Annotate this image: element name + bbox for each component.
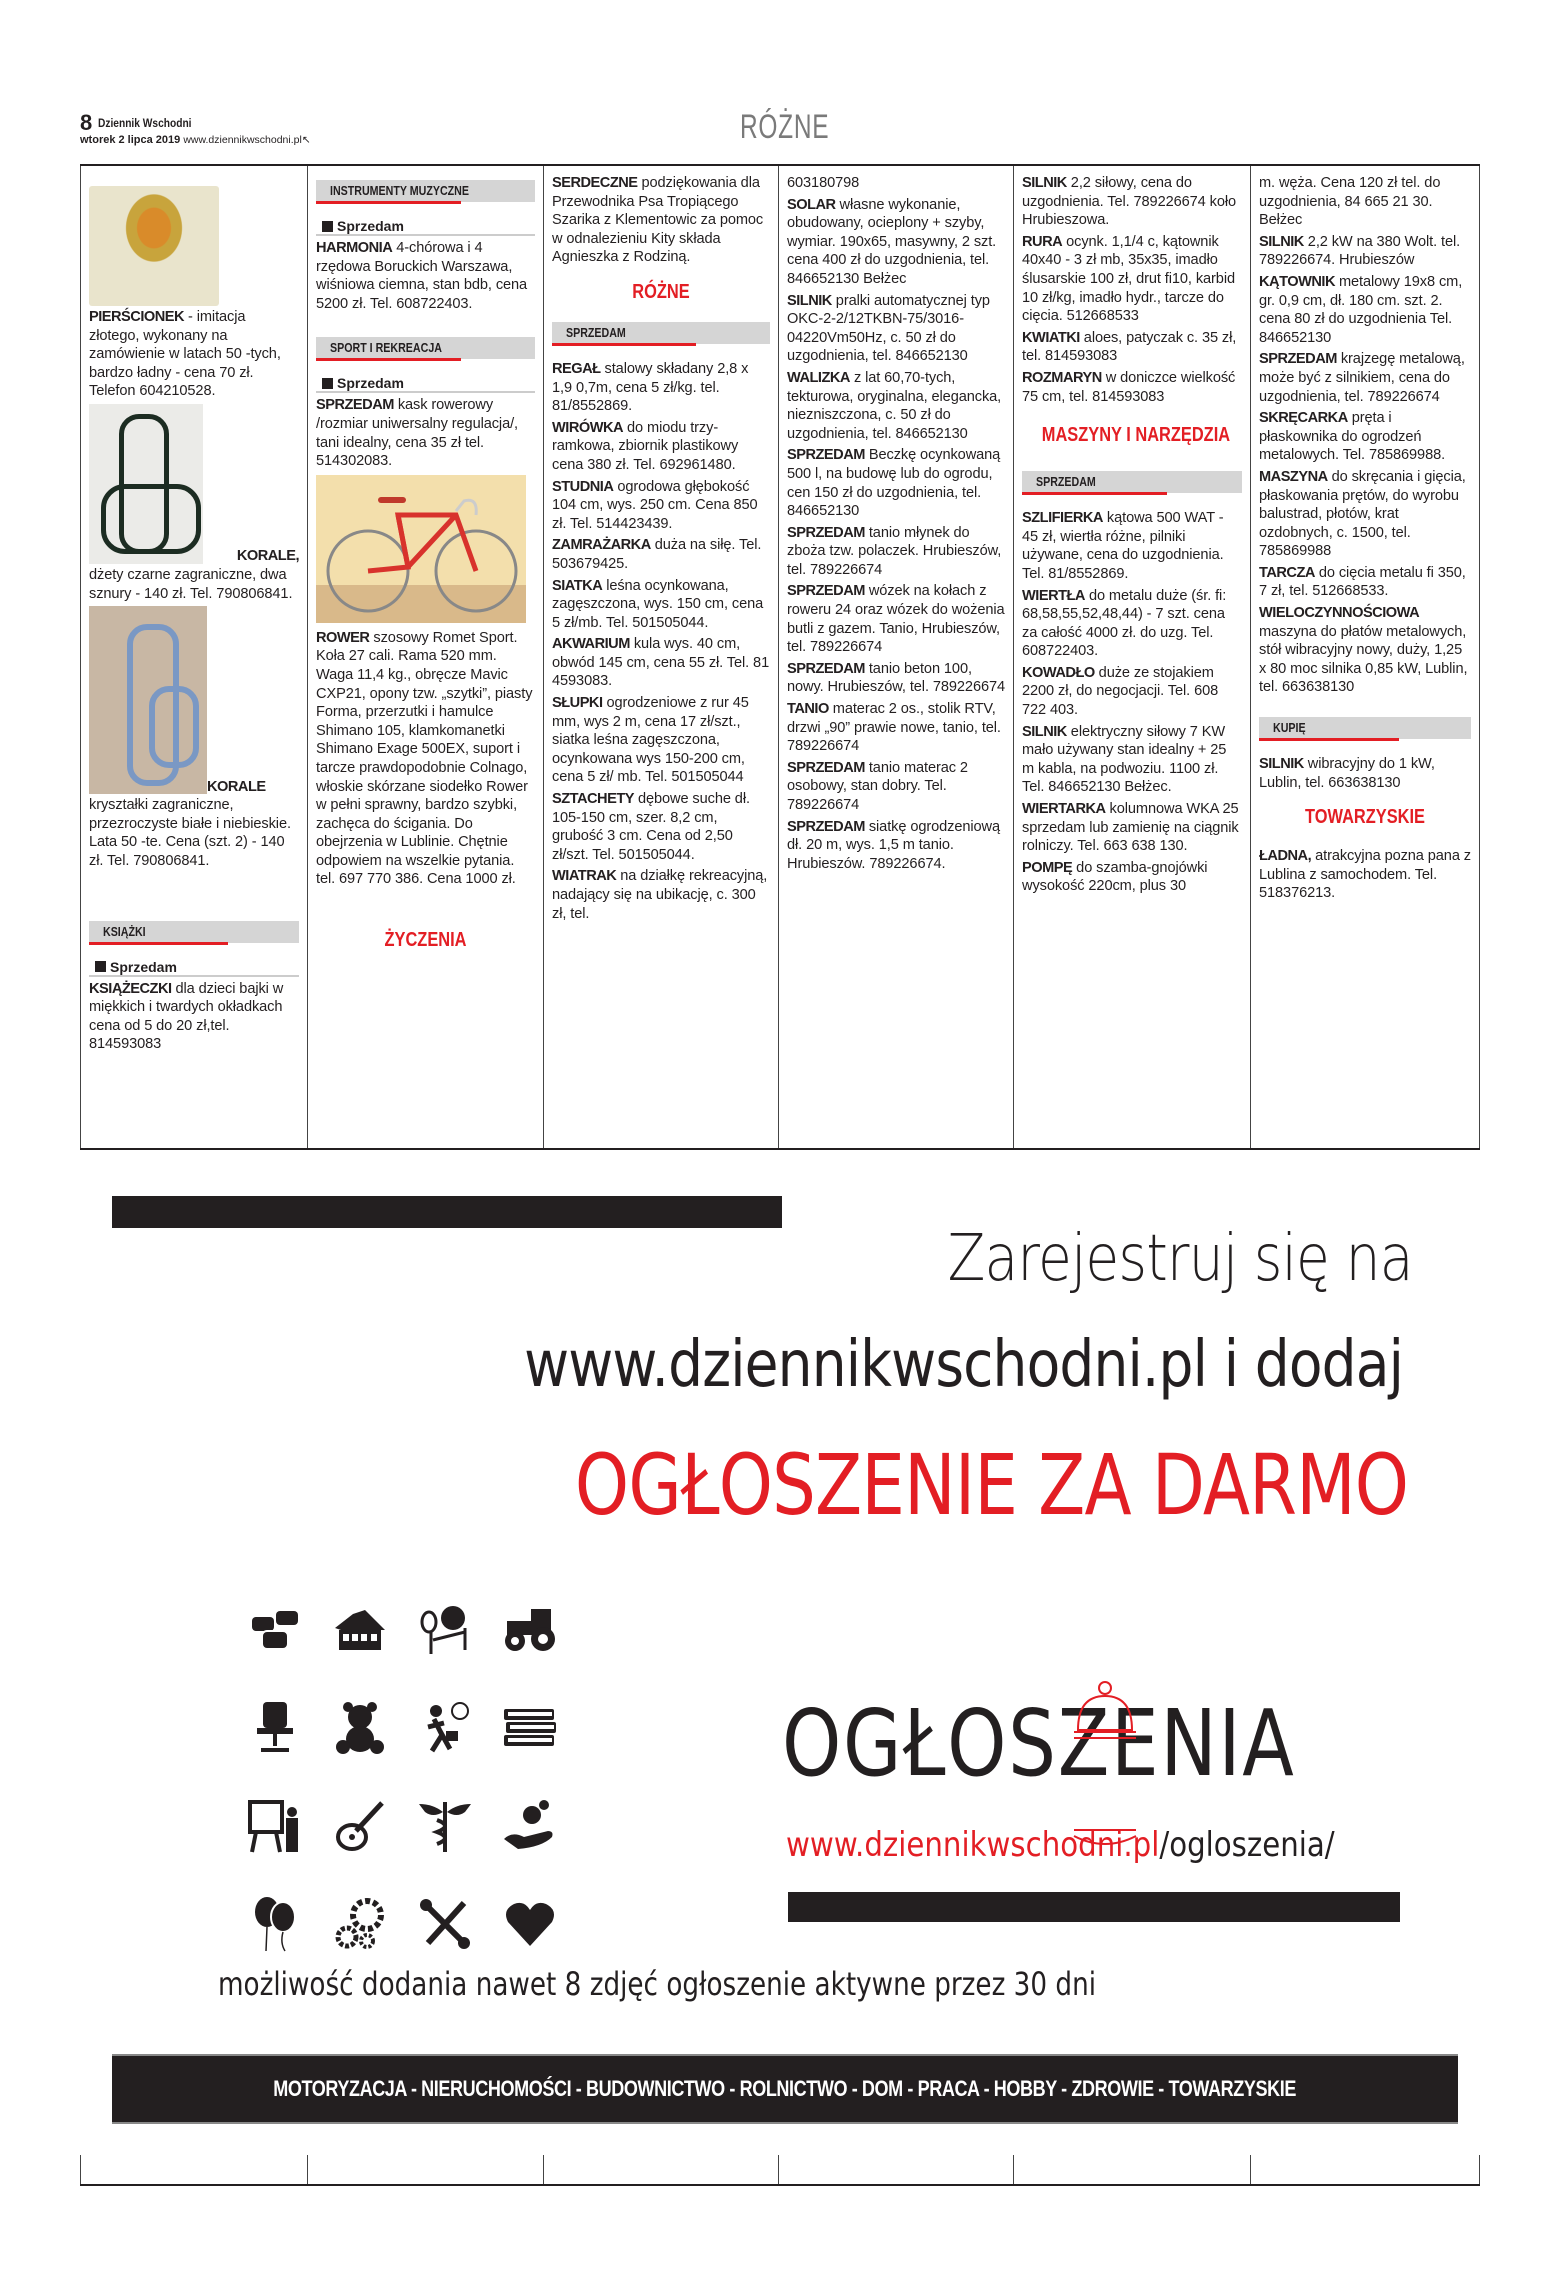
ogloszenia-logo: OGŁOSZENIA (782, 1690, 1296, 1797)
teddy-bear-icon (330, 1698, 390, 1758)
books-icon (500, 1698, 560, 1758)
category-icons-grid (245, 1600, 585, 1954)
ad-title: KORALE (207, 778, 266, 795)
gold-ring-photo (89, 186, 219, 306)
ad-item: SILNIK elektryczny siłowy 7 KW mało używany stan idealny + 25 m kabla, na podwoziu. 1100 zł. Tel. 846652130 Bełżec. (1022, 723, 1227, 796)
ad-item: WIERTŁA do metalu duże (śr. fi: 68,58,55,52,48,44) - 7 szt. cena za całość 4000 zł. do uzg. Tel. 608722403. (1022, 587, 1227, 660)
ad-item: KĄTOWNIK metalowy 19x8 cm, gr. 0,9 cm, dł. 180 cm. szt. 2. cena 80 zł do uzgodnienia Tel. 846652130 (1259, 273, 1463, 346)
ad-item: SPRZEDAM krajzegę metalową, może być z silnikiem, cena do uzgodnienia, tel. 789226674 (1259, 351, 1465, 405)
ad-item: POMPĘ do szamba-gnojówki wysokość 220cm, plus 30 (1022, 859, 1208, 895)
column-3 (543, 166, 778, 1148)
cursor-icon: ↖ (301, 134, 311, 146)
ad-item: SERDECZNE podziękowania dla Przewodnika Psa Tropiącego Szarika z Klementowic za pomoc w odnalezieniu Kity składa Agnieszka z Rodziną. (552, 175, 764, 266)
decorative-bar (112, 1196, 782, 1228)
ad-title: KORALE, (236, 548, 299, 565)
section-head-maszyny: MASZYNY I NARZĘDZIA (1041, 424, 1231, 447)
categories-list: MOTORYZACJA - NIERUCHOMOŚCI - BUDOWNICTWO - ROLNICTWO - DOM - PRACA - HOBBY - ZDROWIE - TOWARZYSKIE (273, 2076, 1297, 2101)
ad-item: SILNIK 2,2 siłowy, cena do uzgodnienia. Tel. 789226674 koło Hrubieszowa. (1022, 175, 1236, 229)
ad-item: WIRÓWKA do miodu trzy-ramkowa, zbiornik plastikowy cena 380 zł. Tel. 692961480. (552, 419, 739, 473)
ad-item: WIELOCZYNNOŚCIOWA maszyna do płatów metalowych, stół wibracyjny nowy, duży, 1,25 x 80 moc silnika 0,85 kW, Lublin, tel. 663638130 (1259, 605, 1468, 696)
column-divider (1479, 2155, 1480, 2185)
ad-item: KWIATKI aloes, patyczak c. 35 zł, tel. 814593083 (1022, 329, 1237, 365)
ad-item: kryształki zagraniczne, przezroczyste białe i niebieskie. Lata 50 -te. Cena (szt. 2) - 140 zł. Tel. 790806841. (89, 797, 291, 869)
ad-item: SPRZEDAM wózek na kołach z roweru 24 oraz wózek do wożenia butli z gazem. Tanio, Hrubieszów, tel. 789226674 (787, 583, 1005, 656)
gears-icon (330, 1894, 390, 1954)
tractor-icon (500, 1600, 560, 1660)
column-4 (778, 166, 1013, 1148)
section-head-towarzyskie: TOWARZYSKIE (1305, 806, 1425, 829)
ad-item: ROWER szosowy Romet Sport. Koła 27 cali. Rama 520 mm. Waga 11,4 kg., obręcze Mavic CXP21, opony tzw. „szytki”, piasty Forma, przerzutki i hamulce Shimano 105, klamkomanetki Shimano Exage 500EX, suport i tarcze prawdopodobnie Colnago, włoskie skórzane siodełko Rower w pełni sprawny, bardzo szybki, zachęca do ścigania. Do obejrzenia w Lublinie. Chętnie odpowiem na wszelkie pytania. tel. 697 770 386. Cena 1000 zł. (316, 629, 533, 888)
ad-item: REGAŁ stalowy składany 2,8 x 1,9 0,7m, cena 5 zł/kg. tel. 81/8552869. (552, 360, 749, 415)
black-beads-photo (89, 404, 203, 564)
ad-item: KSIĄŻECZKI dla dzieci bajki w miękkich i twardych okładkach cena od 5 do 20 zł,tel. 814593083 (89, 980, 284, 1053)
coins-hand-icon (500, 1796, 560, 1856)
category-header-kupie: KUPIĘ (1259, 717, 1471, 739)
ad-item: SPRZEDAM siatkę ogrodzeniową dł. 20 m, wys. 1,5 m tanio. Hrubieszów. 789226674. (787, 818, 1000, 872)
category-header-ksiazki: KSIĄŻKI (89, 921, 299, 943)
sub-label-sprzedam: Sprzedam (316, 375, 535, 393)
column-divider (307, 2155, 308, 2185)
categories-bar (112, 2054, 1458, 2124)
ad-item: SPRZEDAM tanio beton 100, nowy. Hrubieszów, tel. 789226674 (787, 660, 1006, 696)
column-1 (80, 166, 307, 1148)
ad-item: TANIO materac 2 os., stolik RTV, drzwi „90” prawie nowe, tanio, tel. 789226674 (787, 701, 1001, 755)
ad-item: KOWADŁO duże ze stojakiem 2200 zł, do negocjacji. Tel. 608 722 403. (1022, 664, 1219, 719)
presentation-icon (245, 1796, 305, 1856)
square-bullet-icon (322, 378, 333, 389)
page-number: 8 (80, 110, 93, 135)
ad-item: SPRZEDAM Beczkę ocynkowaną 500 l, na budowę lub do ogrodu, cen 150 zł do uzgodnienia, tel. 846652130 (787, 447, 1001, 520)
ad-item: SKRĘCARKA pręta i płaskownika do ogrodzeń metalowych. Tel. 785869988. (1259, 410, 1446, 464)
ad-item: ROZMARYN w doniczce wielkość 75 cm, tel. 814593083 (1022, 369, 1236, 405)
column-divider (80, 2155, 81, 2185)
ad-item: STUDNIA ogrodowa głębokość 104 cm, wys. 250 cm. Cena 850 zł. Tel. 514423439. (552, 478, 758, 532)
website-link[interactable]: www.dziennikwschodni.pl (183, 134, 302, 146)
decorative-bar (788, 1892, 1400, 1922)
promo-caption: możliwość dodania nawet 8 zdjęć ogłoszenie aktywne przez 30 dni (218, 1965, 1096, 2003)
ad-item: 603180798 (787, 175, 860, 191)
ad-item: SIATKA leśna ocynkowana, zagęszczona, wys. 150 cm, cena 5 zł/mb. Tel. 501505044. (552, 577, 764, 631)
cars-icon (245, 1600, 305, 1660)
ad-item: SILNIK pralki automatycznej typ OKC-2-2/12TKBN-75/3016-04220Vm50Hz, c. 50 zł do uzgodnienia, tel. 846652130 (787, 292, 990, 365)
ad-item: TARCZA do cięcia metalu fi 350, 7 zł, tel. 512668533. (1259, 564, 1466, 600)
paper-name: Dziennik Wschodni (98, 116, 192, 130)
ad-item: SŁUPKI ogrodzeniowe z rur 45 mm, wys 2 m, cena 17 zł/szt., siatka leśna zagęszczona, ocynkowana wys 150-200 cm, cena 5 zł/ mb. Tel. 501505044 (552, 695, 749, 786)
column-6 (1250, 166, 1480, 1148)
commuter-clock-icon (415, 1698, 475, 1758)
column-divider (543, 2155, 544, 2185)
ad-item: SPRZEDAM tanio materac 2 osobowy, stan dobry. Tel. 789226674 (787, 759, 968, 813)
category-header-sprzedam: SPRZEDAM (1022, 471, 1242, 493)
square-bullet-icon (95, 961, 106, 972)
tools-icon (415, 1894, 475, 1954)
ogloszenia-url[interactable]: www.dziennikwschodni.pl/ogloszenia/ (786, 1825, 1335, 1865)
category-header-sport: SPORT I REKREACJA (316, 337, 535, 359)
blue-beads-photo (89, 606, 207, 794)
category-header-instrumenty: INSTRUMENTY MUZYCZNE (316, 180, 535, 202)
ad-item: ZAMRAŻARKA duża na siłę. Tel. 503679425. (552, 537, 762, 572)
ad-item: PIERŚCIONEK - imitacja złotego, wykonany na zamówienie w latach 50 -tych, bardzo ładny - cena 70 zł. Telefon 604210528. (89, 309, 281, 400)
column-2 (307, 166, 543, 1148)
ad-item: MASZYNA do skręcania i gięcia, płaskowania prętów, do wyrobu balustrad, płotów, krat ozdobnych, c. 1500, tel. 785869988 (1259, 468, 1466, 560)
balloons-icon (245, 1894, 305, 1954)
ad-item: SPRZEDAM kask rowerowy /rozmiar uniwersalny regulacja/, tani idealny, cena 35 zł tel. 514302083. (316, 397, 519, 470)
ad-item: SOLAR własne wykonanie, obudowany, ocieplony + szyby, wymiar. 190x65, masywny, 2 szt. cena 400 zł do uzgodnienia, tel. 846652130 Bełżec (787, 196, 997, 287)
sub-label-sprzedam: Sprzedam (89, 959, 299, 977)
section-head-rozne: RÓŻNE (632, 280, 690, 303)
ad-item: WALIZKA z lat 60,70-tych, tekturowa, oryginalna, elegancka, niezniszczona, c. 50 zł do uzgodnienia, tel. 846652130 (787, 369, 1002, 442)
sub-label-sprzedam: Sprzedam (316, 218, 535, 236)
ad-item: ŁADNA, atrakcyjna pozna pana z Lublina z samochodem. Tel. 518376213. (1259, 848, 1471, 902)
ad-item: SILNIK wibracyjny do 1 kW, Lublin, tel. 663638130 (1259, 756, 1435, 791)
bottom-rule (80, 2184, 1480, 2186)
classifieds-grid (80, 164, 1480, 1150)
ad-item: WIERTARKA kolumnowa WKA 25 sprzedam lub zamienię na ciągnik rolniczy. Tel. 663 638 130. (1022, 801, 1239, 855)
issue-date: wtorek 2 lipca 2019 (80, 134, 181, 146)
column-divider (778, 2155, 779, 2185)
house-icon (330, 1600, 390, 1660)
square-bullet-icon (322, 221, 333, 232)
ad-item: SZTACHETY dębowe suche dł. 105-150 cm, szer. 8,2 cm, grubość 3 cm. Cena od 2,50 zł/szt. Tel. 501505044. (552, 791, 750, 863)
caduceus-icon (415, 1796, 475, 1856)
promo-line-website[interactable]: www.dziennikwschodni.pl i dodaj (524, 1328, 1403, 1402)
promo-line-free-ad: OGŁOSZENIE ZA DARMO (574, 1436, 1408, 1534)
heart-icon (500, 1894, 560, 1954)
office-chair-icon (245, 1698, 305, 1758)
ad-item: HARMONIA 4-chórowa i 4 rzędowa Boruckich Warszawa, wiśniowa ciemna, stan bdb, cena 5200 zł. Tel. 608722403. (316, 240, 528, 312)
ad-item: dżety czarne zagraniczne, dwa sznury - 140 zł. Tel. 790806841. (89, 566, 293, 602)
concrete-mixer-icon (415, 1600, 475, 1660)
section-head-zyczenia: ŻYCZENIA (384, 929, 467, 952)
promo-line-register: Zarejestruj się na (948, 1222, 1413, 1296)
ad-item: m. węża. Cena 120 zł tel. do uzgodnienia, 84 665 21 30. Bełżec (1259, 175, 1441, 229)
ad-item: SPRZEDAM tanio młynek do zboża tzw. polaczek. Hrubieszów, tel. 789226674 (787, 524, 1002, 578)
ad-item: AKWARIUM kula wys. 40 cm, obwód 145 cm, cena 55 zł. Tel. 81 4593083. (552, 636, 770, 690)
road-bike-photo (316, 475, 526, 623)
column-5 (1013, 166, 1250, 1148)
category-header-sprzedam: SPRZEDAM (552, 322, 770, 344)
ad-item: RURA ocynk. 1,1/4 c, kątownik 40x40 - 3 zł mb, 35x35, imadło ślusarskie 100 zł, drut fi10, karbid 10 zł/kg, imadło hydr., tarcze do cięcia. 512668533 (1022, 233, 1235, 325)
column-divider (1013, 2155, 1014, 2185)
section-title: RÓŻNE (740, 108, 830, 146)
ad-item: WIATRAK na działkę rekreacyjną, nadający się na ubikację, c. 300 zł, tel. (552, 868, 768, 922)
issue-date-line (80, 134, 311, 146)
column-divider (1250, 2155, 1251, 2185)
ad-item: SZLIFIERKA kątowa 500 WAT - 45 zł, wiertła różne, pilniki używane, cena do uzgodnienia. Tel. 81/8552869. (1022, 510, 1224, 582)
guitar-icon (330, 1796, 390, 1856)
ad-item: SILNIK 2,2 kW na 380 Wolt. tel. 789226674. Hrubieszów (1259, 233, 1461, 269)
